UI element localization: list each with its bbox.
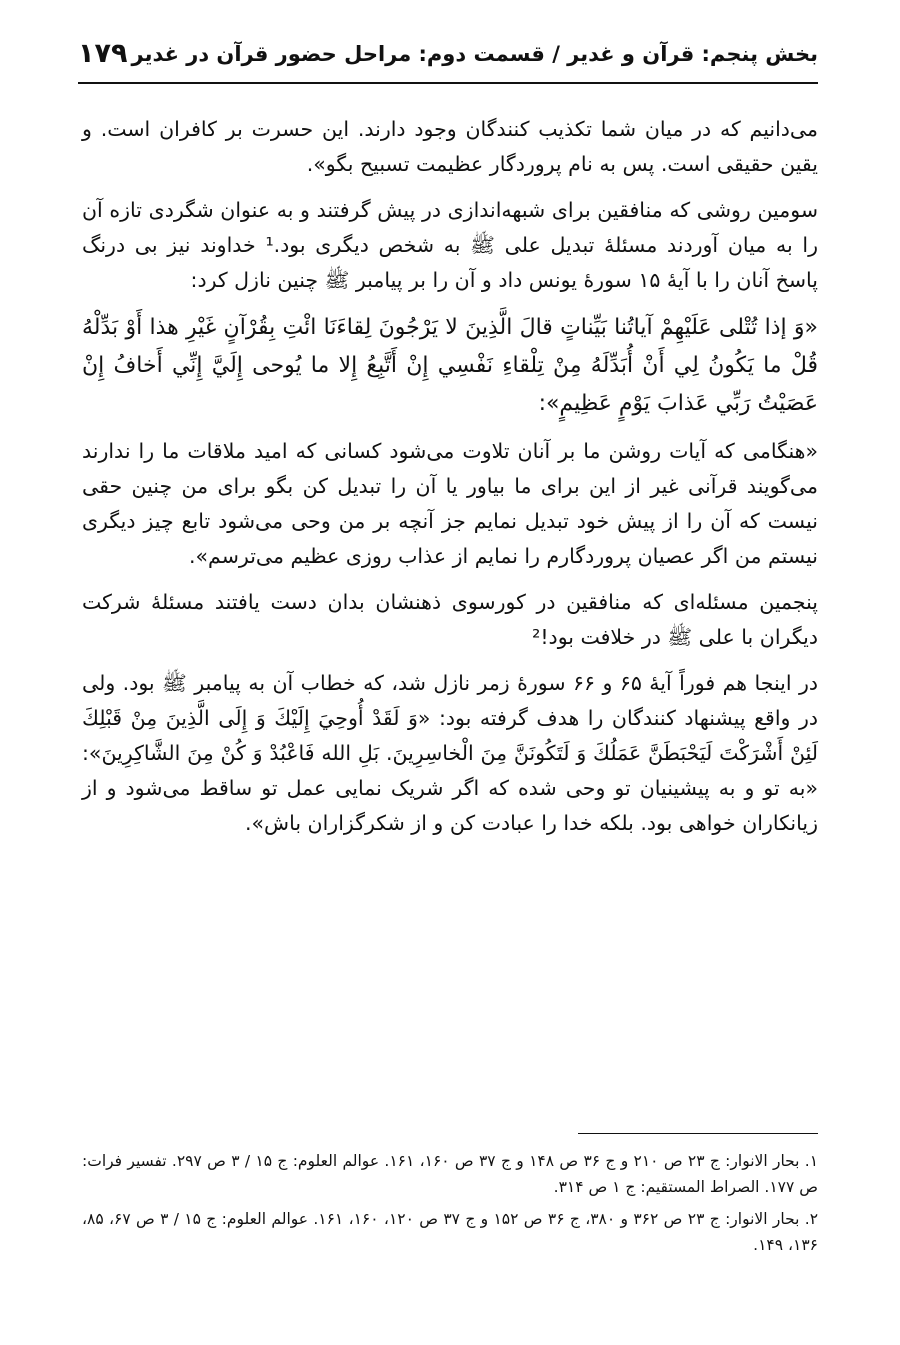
paragraph: در اینجا هم فوراً آیهٔ ۶۵ و ۶۶ سورهٔ زمر نازل شد، که خطاب آن به پیامبر ﷺ بود. ولی در واقع پیشنهاد کنندگان را هدف گرفته بود: «وَ لَقَدْ أُوحِيَ إِلَيْكَ وَ إِلَى الَّذِينَ مِنْ قَبْلِكَ لَئِنْ أَشْرَكْتَ لَيَحْبَطَنَّ عَمَلُكَ وَ لَتَكُونَنَّ مِنَ الْخاسِرِينَ. بَلِ الله فَاعْبُدْ وَ كُنْ مِنَ الشَّاكِرِينَ»: «به تو و به پیشینیان تو وحی شده که اگر شریک نمایی عمل تو ساقط می‌شود و از زیانکاران خواهی بود. بلکه خدا را عبادت کن و از شکرگزاران باش». (82, 671, 818, 835)
paragraph: می‌دانیم که در میان شما تکذیب کنندگان وجود دارند. این حسرت بر کافران است. و یقین حقیقی است. پس به نام پروردگار عظیمت تسبیح بگو». (82, 117, 818, 176)
main-text (82, 112, 818, 852)
footnote: ۱. بحار الانوار: ج ۲۳ ص ۲۱۰ و ج ۳۶ ص ۱۴۸ و ج ۳۷ ص ۱۶۰، ۱۶۱. عوالم العلوم: ج ۱۵ / ۳ ص ۲۹۷. تفسیر فرات: ص ۱۷۷. الصراط المستقیم: ج ۱ ص ۳۱۴. (82, 1152, 819, 1196)
running-header (78, 38, 818, 84)
paragraph: پنجمین مسئله‌ای که منافقین در کورسوی ذهنشان بدان دست یافتند مسئلهٔ شرکت دیگران با علی ﷺ در خلافت بود!² (82, 590, 818, 649)
running-title: بخش پنجم: قرآن و غدیر / قسمت دوم: مراحل حضور قرآن در غدیر (131, 42, 818, 66)
footnotes (82, 1133, 818, 1264)
verse-translation: «هنگامی که آیات روشن ما بر آنان تلاوت می‌شود کسانی که امید ملاقات ما را ندارند می‌گویند قرآنی غیر از این برای ما بیاور یا آن را تبدیل کن بگو برای من چنین حقی نیست که آن را از پیش خود تبدیل نمایم جز آنچه بر من وحی می‌شود تابع چیز دیگری نیستم من اگر عصیان پروردگارم را نمایم از عذاب روزی عظیم می‌ترسم». (82, 439, 818, 568)
paragraph: سومین روشی که منافقین برای شبهه‌اندازی در پیش گرفتند و به عنوان شگردی تازه آن را به میان آوردند مسئلهٔ تبدیل علی ﷺ به شخص دیگری بود.¹ خداوند نیز بی درنگ پاسخ آنان را با آیهٔ ۱۵ سورهٔ یونس داد و آن را بر پیامبر ﷺ چنین نازل کرد: (82, 198, 819, 292)
footnote-divider (578, 1133, 818, 1134)
footnote: ۲. بحار الانوار: ج ۲۳ ص ۳۶۲ و ۳۸۰، ج ۳۶ ص ۱۵۲ و ج ۳۷ ص ۱۲۰، ۱۶۰، ۱۶۱. عوالم العلوم: ج ۱۵ / ۳ ص ۶۷، ۸۵، ۱۳۶، ۱۴۹. (82, 1210, 819, 1254)
quran-verse: «وَ إذا تُتْلى عَلَيْهِمْ آياتُنا بَيِّناتٍ قالَ الَّذِينَ لا يَرْجُونَ لِقاءَنَا ائْتِ بِقُرْآنٍ غَيْرِ هذا أَوْ بَدِّلْهُ قُلْ ما يَكُونُ لِي أَنْ أُبَدِّلَهُ مِنْ تِلْقاءِ نَفْسِي إِنْ أَتَّبِعُ إِلا ما يُوحى إِلَيَّ إِنِّي أَخافُ إِنْ عَصَيْتُ رَبِّي عَذابَ يَوْمٍ عَظِيمٍ»: (82, 315, 818, 416)
page-number: ۱۷۹ (78, 38, 128, 69)
